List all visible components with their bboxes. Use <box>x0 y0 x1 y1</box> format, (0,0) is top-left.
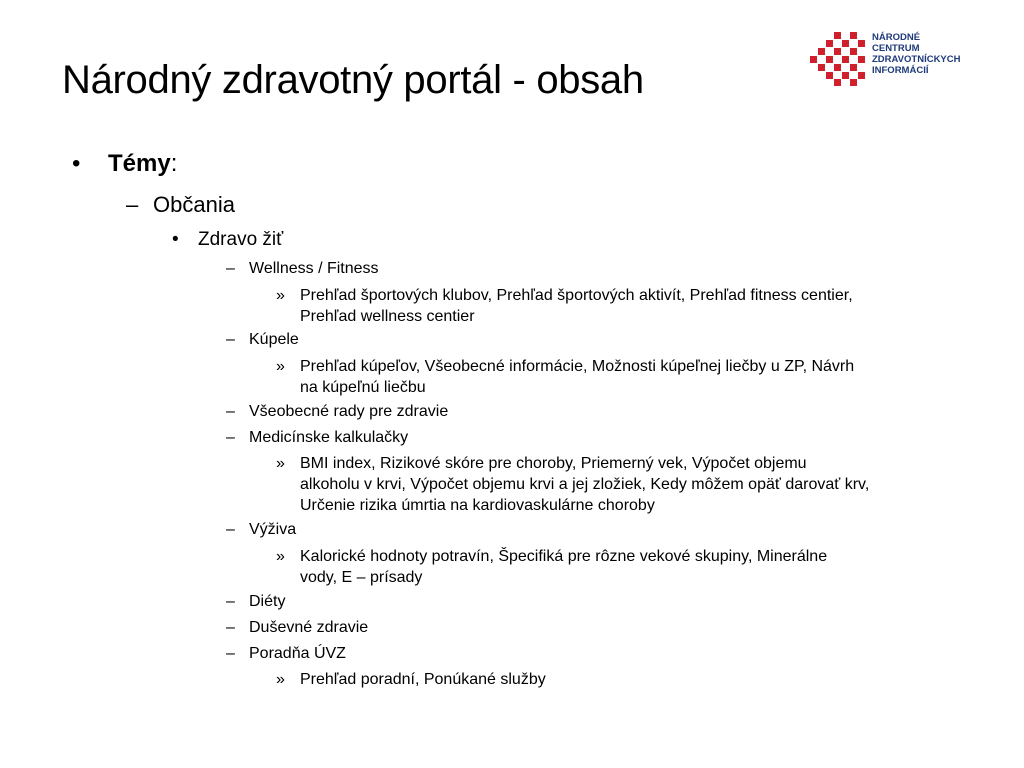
slide-title: Národný zdravotný portál - obsah <box>62 58 644 102</box>
kalkulacky-detail-line-2: alkoholu v krvi, Výpočet objemu krvi a jej zložiek, Kedy môžem opäť darovať krv, <box>300 476 870 493</box>
item-temy-label: Témy <box>108 150 171 177</box>
item-zdravo-zit: Zdravo žiť <box>198 229 284 250</box>
dash-marker: – <box>226 521 235 538</box>
item-obcania: Občania <box>153 192 235 217</box>
dash-marker: – <box>126 192 139 217</box>
item-dusevne-zdravie: Duševné zdravie <box>249 619 369 636</box>
dash-marker: – <box>226 429 235 446</box>
item-diety: Diéty <box>249 593 286 610</box>
logo-line-2: CENTRUM <box>872 43 920 54</box>
raquo-marker: » <box>276 358 285 375</box>
item-vseobecne-rady: Všeobecné rady pre zdravie <box>249 403 449 420</box>
logo-line-1: NÁRODNÉ <box>872 32 921 43</box>
bullet-marker: • <box>172 229 179 250</box>
raquo-marker: » <box>276 548 285 565</box>
dash-marker: – <box>226 260 235 277</box>
wellness-detail-line-1: Prehľad športových klubov, Prehľad športových aktivít, Prehľad fitness centier, <box>300 287 853 304</box>
dash-marker: – <box>226 593 235 610</box>
bullet-marker: • <box>72 150 81 177</box>
item-temy-colon: : <box>170 150 178 177</box>
raquo-marker: » <box>276 287 285 304</box>
dash-marker: – <box>226 645 235 662</box>
dash-marker: – <box>226 331 235 348</box>
kalkulacky-detail-line-3: Určenie rizika úmrtia na kardiovaskulárne choroby <box>300 497 655 514</box>
item-kalkulacky: Medicínske kalkulačky <box>249 429 409 446</box>
item-poradna: Poradňa ÚVZ <box>249 645 346 662</box>
raquo-marker: » <box>276 455 285 472</box>
logo-line-3: ZDRAVOTNÍCKYCH <box>872 54 961 65</box>
logo-line-4: INFORMÁCIÍ <box>872 65 929 76</box>
vyziva-detail-line-1: Kalorické hodnoty potravín, Špecifiká pre rôzne vekové skupiny, Minerálne <box>300 548 828 565</box>
poradna-detail: Prehľad poradní, Ponúkané služby <box>300 671 546 688</box>
kupele-detail-line-1: Prehľad kúpeľov, Všeobecné informácie, Možnosti kúpeľnej liečby u ZP, Návrh <box>300 358 855 375</box>
kalkulacky-detail-line-1: BMI index, Rizikové skóre pre choroby, Priemerný vek, Výpočet objemu <box>300 455 807 472</box>
dash-marker: – <box>226 619 235 636</box>
item-temy <box>108 150 177 178</box>
item-wellness: Wellness / Fitness <box>249 260 379 277</box>
vyziva-detail-line-2: vody, E – prísady <box>300 569 423 586</box>
raquo-marker: » <box>276 671 285 688</box>
dash-marker: – <box>226 403 235 420</box>
item-vyziva: Výživa <box>249 521 297 538</box>
kupele-detail-line-2: na kúpeľnú liečbu <box>300 379 426 396</box>
wellness-detail-line-2: Prehľad wellness centier <box>300 308 475 325</box>
item-kupele: Kúpele <box>249 331 299 348</box>
